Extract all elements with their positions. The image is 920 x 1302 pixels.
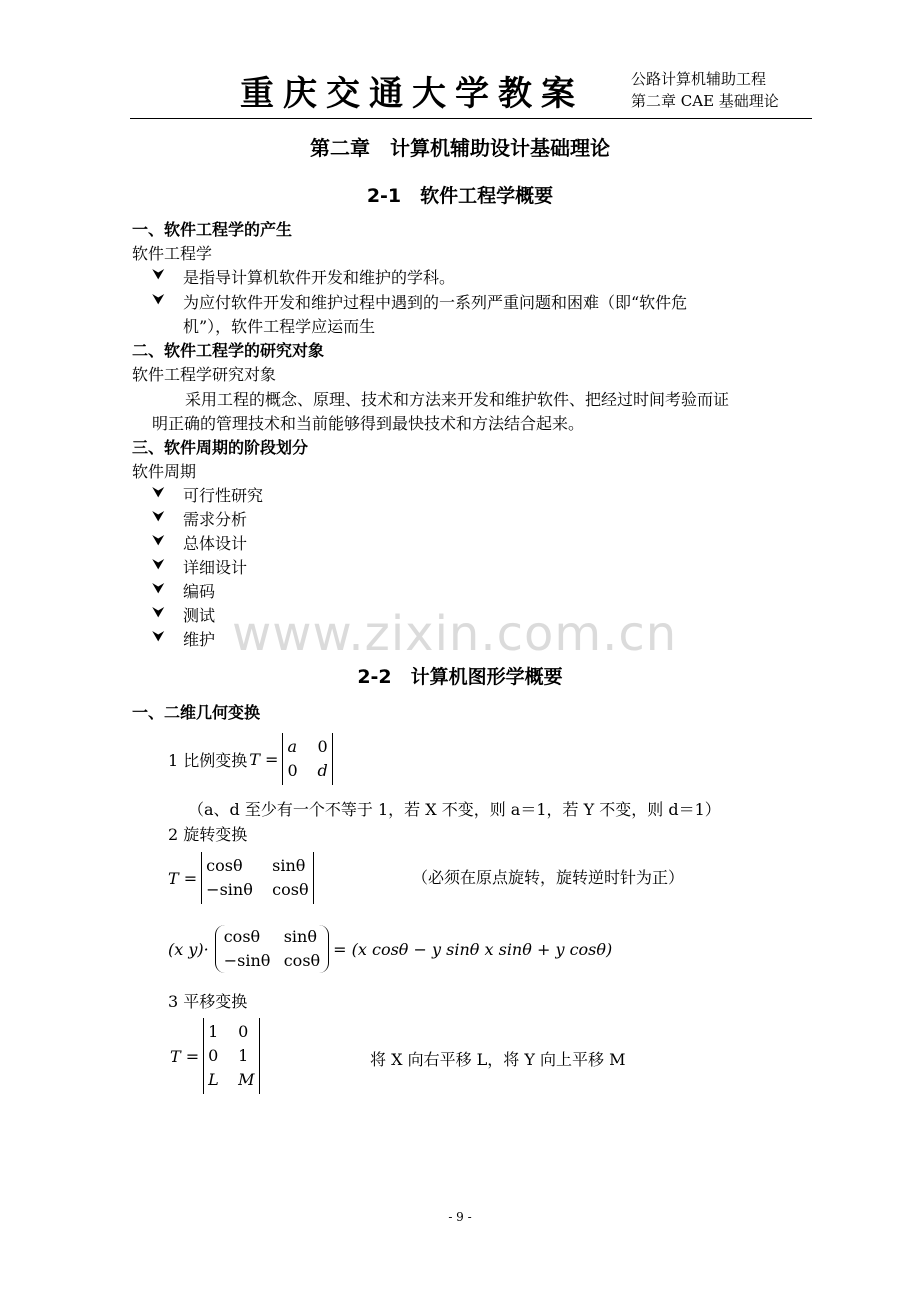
translation-formula [170,1018,260,1094]
bullet-arrow-icon: ⮟ [152,507,165,525]
course-name: 公路计算机辅助工程 [631,70,767,88]
matrix-cell: 1 [208,1022,219,1041]
t-equals: T = [249,749,279,769]
bullet-arrow-icon: ⮟ [152,579,165,597]
matrix-cell: cosθ [223,927,261,946]
watermark: www.zixin.com.cn [232,606,678,662]
matrix-cell: 0 [317,737,328,756]
document-header-title: 重庆交通大学教案 [240,74,584,114]
phase-item: 可行性研究 [183,486,264,505]
matrix-cell: sinθ [283,927,317,946]
rotation-matrix [201,852,313,904]
bullet-arrow-icon: ⮟ [152,555,165,573]
matrix-cell: d [317,761,328,780]
matrix-cell: sinθ [272,856,306,875]
matrix-cell: 1 [238,1046,249,1065]
bullet-arrow-icon: ⮟ [152,603,165,621]
page-number: - 9 - [448,1210,472,1224]
rotation-result: = (x cosθ − y sinθ x sinθ + y cosθ) [333,939,613,959]
phase-item: 详细设计 [183,558,248,577]
rotation-product [168,925,612,973]
chapter-title: 第二章 计算机辅助设计基础理论 [310,136,610,160]
paragraph-research-object: 软件工程学研究对象 [132,365,277,384]
header-rule [130,118,812,119]
row-vector: (x y)· [168,939,209,959]
heading-lifecycle: 三、软件周期的阶段划分 [132,438,309,457]
heading-2d-transform: 一、二维几何变换 [132,703,261,722]
t-equals: T = [168,868,198,888]
bullet-arrow-icon: ⮟ [152,531,165,549]
phase-item: 编码 [183,582,216,601]
rotation-matrix-paren [215,925,329,973]
matrix-cell: 0 [208,1046,219,1065]
scale-label: 1 比例变换 [168,750,248,770]
bullet-arrow-icon: ⮟ [152,627,165,645]
paragraph-body-cont: 明正确的管理技术和当前能够得到最快技术和方法结合起来。 [152,414,585,433]
bullet-arrow-icon: ⮟ [152,483,165,501]
rotation-formula [168,852,314,904]
bullet-arrow-icon: ⮟ [152,265,165,283]
matrix-cell: cosθ [206,856,243,875]
matrix-cell: 0 [238,1022,249,1041]
matrix-cell: −sinθ [206,880,253,899]
translation-label: 3 平移变换 [168,992,248,1011]
scale-note: （a、d 至少有一个不等于 1，若 X 不变，则 a＝1，若 Y 不变，则 d＝1） [188,800,721,819]
matrix-cell: cosθ [272,880,309,899]
matrix-cell: a [287,737,297,756]
scale-matrix [282,733,332,785]
paragraph-body: 采用工程的概念、原理、技术和方法来开发和维护软件、把经过时间考验而证 [185,390,730,409]
rotation-label: 2 旋转变换 [168,825,248,844]
scale-formula [168,733,333,785]
phase-item: 需求分析 [183,510,248,529]
phase-item: 维护 [183,630,216,649]
section-2-1-title: 2-1 软件工程学概要 [366,185,554,207]
phase-item: 总体设计 [183,534,248,553]
paragraph-se: 软件工程学 [132,244,213,263]
chapter-short: 第二章 CAE 基础理论 [631,92,779,110]
matrix-cell: 0 [287,761,298,780]
matrix-cell: cosθ [283,951,321,970]
matrix-cell: −sinθ [223,951,271,970]
t-equals: T = [170,1046,200,1066]
section-2-2-title: 2-2 计算机图形学概要 [357,666,563,688]
heading-research: 二、软件工程学的研究对象 [132,341,325,360]
bullet-text-cont: 机”），软件工程学应运而生 [183,317,376,336]
rotation-note: （必须在原点旋转，旋转逆时针为正） [412,868,685,887]
paragraph-lifecycle: 软件周期 [132,462,197,481]
translation-note: 将 X 向右平移 L，将 Y 向上平移 M [370,1050,626,1069]
phase-item: 测试 [183,606,216,625]
bullet-text: 是指导计算机软件开发和维护的学科。 [183,268,456,287]
bullet-text: 为应付软件开发和维护过程中遇到的一系列严重问题和困难（即“软件危 [183,293,688,312]
bullet-arrow-icon: ⮟ [152,290,165,308]
heading-origin: 一、软件工程学的产生 [132,220,293,239]
translation-matrix [203,1018,259,1094]
matrix-cell: M [238,1070,255,1089]
matrix-cell: L [208,1070,219,1089]
